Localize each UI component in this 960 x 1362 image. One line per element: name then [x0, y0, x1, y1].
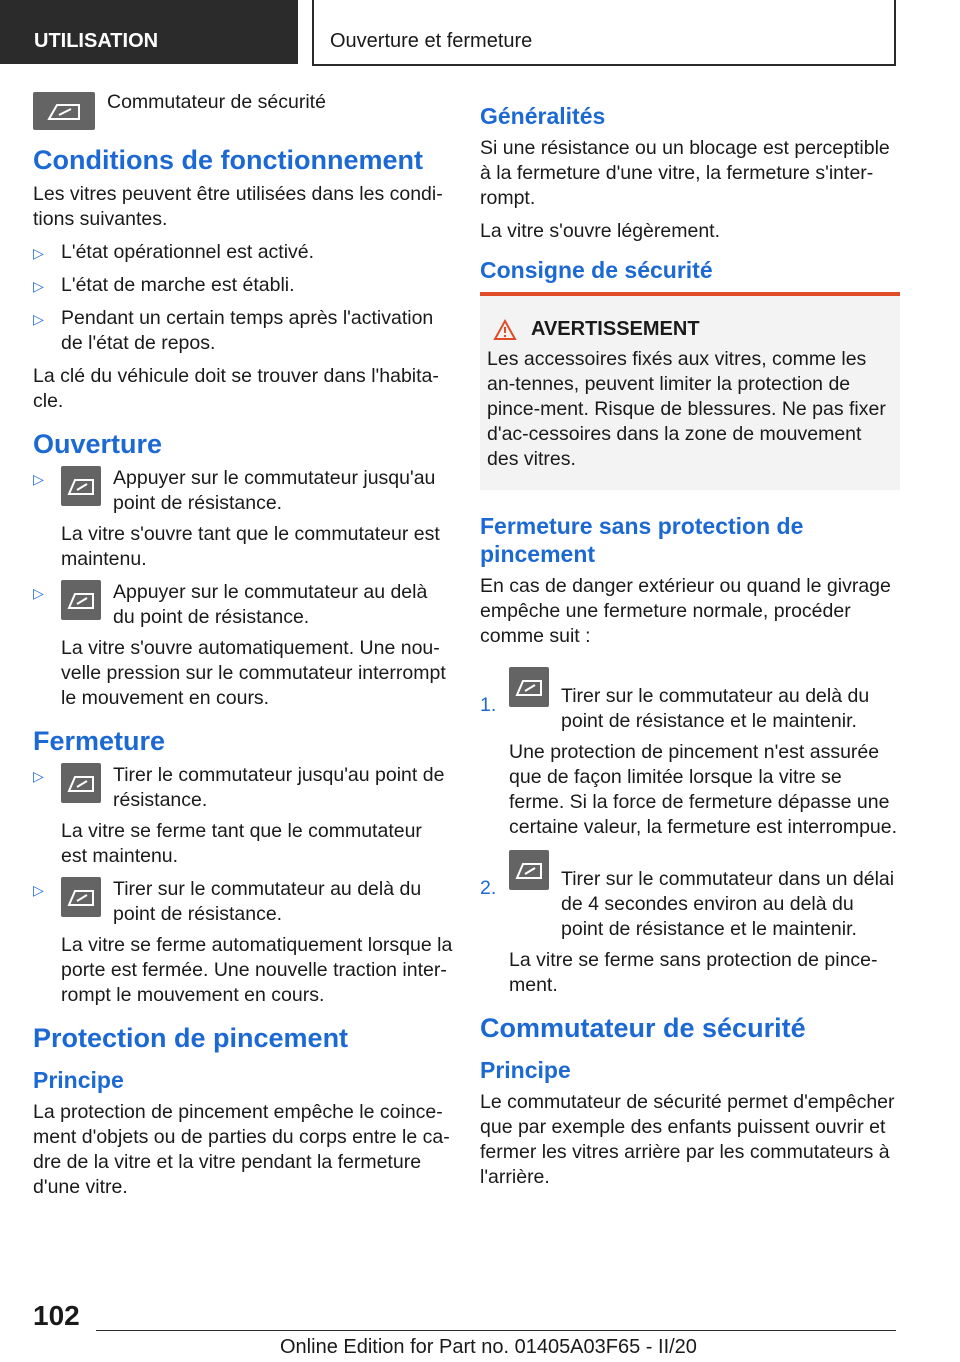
heading-principe: Principe [33, 1067, 124, 1093]
triangle-bullet-icon: ▷ [33, 585, 44, 601]
triangle-bullet-icon: ▷ [33, 245, 44, 261]
heading-generalites: Généralités [480, 103, 606, 129]
intro-label: Commutateur de sécurité [107, 91, 326, 113]
chapter-title: Ouverture et fermeture [312, 0, 896, 66]
closing-list [33, 763, 453, 1008]
window-switch-icon [61, 466, 101, 506]
footer-divider [96, 1330, 896, 1331]
window-switch-icon [509, 667, 549, 707]
triangle-bullet-icon: ▷ [33, 471, 44, 487]
list-item: ▷ Appuyer sur le commutateur jusqu'au point de résistance. La vitre s'ouvre tant que le commutateur est maintenu. [33, 467, 440, 570]
page-number: 102 [33, 1300, 80, 1331]
heading-commutateur: Commutateur de sécurité [480, 1013, 806, 1043]
window-switch-icon [509, 850, 549, 890]
steps-list [480, 667, 900, 998]
left-column [33, 92, 453, 1208]
heading-principe-right: Principe [480, 1057, 571, 1083]
warning-box [480, 292, 900, 490]
window-switch-icon [61, 580, 101, 620]
paragraph-principe: La protection de pincement empêche le coince-ment d'objets ou de parties du corps entre le ca-dre de la vitre et la vitre pendant la fermeture d'une vitre. [33, 1101, 450, 1198]
warning-title: AVERTISSEMENT [531, 318, 700, 340]
triangle-bullet-icon: ▷ [33, 278, 44, 294]
paragraph-conditions: Les vitres peuvent être utilisées dans les condi-tions suivantes. [33, 183, 443, 230]
window-switch-icon [33, 92, 95, 130]
conditions-list [33, 240, 453, 356]
list-item: ▷ Pendant un certain temps après l'activation de l'état de repos. [33, 307, 434, 354]
window-switch-icon [61, 763, 101, 803]
right-column [480, 88, 900, 1198]
safety-switch-intro [33, 92, 453, 130]
heading-consigne: Consigne de sécurité [480, 257, 713, 283]
heading-fermeture: Fermeture [33, 726, 166, 756]
warning-triangle-icon [493, 319, 517, 341]
edition-text: Online Edition for Part no. 01405A03F65 - II/20 [280, 1336, 697, 1358]
section-tab: UTILISATION [0, 0, 298, 64]
paragraph-generalites-1: Si une résistance ou un blocage est perceptible à la fermeture d'une vitre, la fermeture s'inter-rompt. [480, 137, 890, 209]
warning-text: Les accessoires fixés aux vitres, comme les an-tennes, peuvent limiter la protection de pince-ment. Risque de blessures. Ne pas fixer d'ac-cessoires dans la zone de mouvement des vitres. [487, 348, 886, 470]
heading-fermeture-sans: Fermeture sans protection de pincement [480, 513, 804, 567]
paragraph-key: La clé du véhicule doit se trouver dans l'habita-cle. [33, 365, 439, 412]
paragraph-danger: En cas de danger extérieur ou quand le givrage empêche une fermeture normale, procéder comme suit : [480, 575, 891, 647]
heading-conditions: Conditions de fonctionnement [33, 145, 423, 175]
triangle-bullet-icon: ▷ [33, 311, 44, 327]
paragraph-generalites-2: La vitre s'ouvre légèrement. [480, 220, 721, 242]
paragraph-principe-right: Le commutateur de sécurité permet d'empêcher que par exemple des enfants puissent ouvrir et fermer les vitres arrière par les commutateurs à l'arrière. [480, 1091, 895, 1188]
list-item: ▷ L'état opérationnel est activé. [33, 240, 453, 265]
list-item: ▷ Appuyer sur le commutateur au delà du point de résistance. La vitre s'ouvre automatiquement. Une nou-velle pression sur le commutateur interrompt le mouvement en cours. [33, 581, 446, 709]
heading-protection: Protection de pincement [33, 1023, 349, 1053]
list-item: 2. Tirer sur le commutateur dans un délai de 4 secondes environ au delà du point de résistance et le maintenir. La vitre se ferme sans protection de pince-ment. [480, 850, 900, 998]
list-item: ▷ Tirer le commutateur jusqu'au point de résistance. La vitre se ferme tant que le commutateur est maintenu. [33, 764, 445, 867]
triangle-bullet-icon: ▷ [33, 882, 44, 898]
list-item: 1. Tirer sur le commutateur au delà du point de résistance et le maintenir. Une protection de pincement n'est assurée que de façon limitée lorsque la vitre se ferme. Si la force de fermeture dépasse une certaine valeur, la fermeture est interrompue. [480, 667, 900, 840]
list-item: ▷ L'état de marche est établi. [33, 273, 453, 298]
triangle-bullet-icon: ▷ [33, 768, 44, 784]
page-header [0, 0, 960, 66]
opening-list [33, 466, 453, 711]
heading-ouverture: Ouverture [33, 429, 163, 459]
list-item: ▷ Tirer sur le commutateur au delà du point de résistance. La vitre se ferme automatiquement lorsque la porte est fermée. Une nouvelle traction inter-rompt le mouvement en cours. [33, 878, 453, 1006]
window-switch-icon [61, 877, 101, 917]
